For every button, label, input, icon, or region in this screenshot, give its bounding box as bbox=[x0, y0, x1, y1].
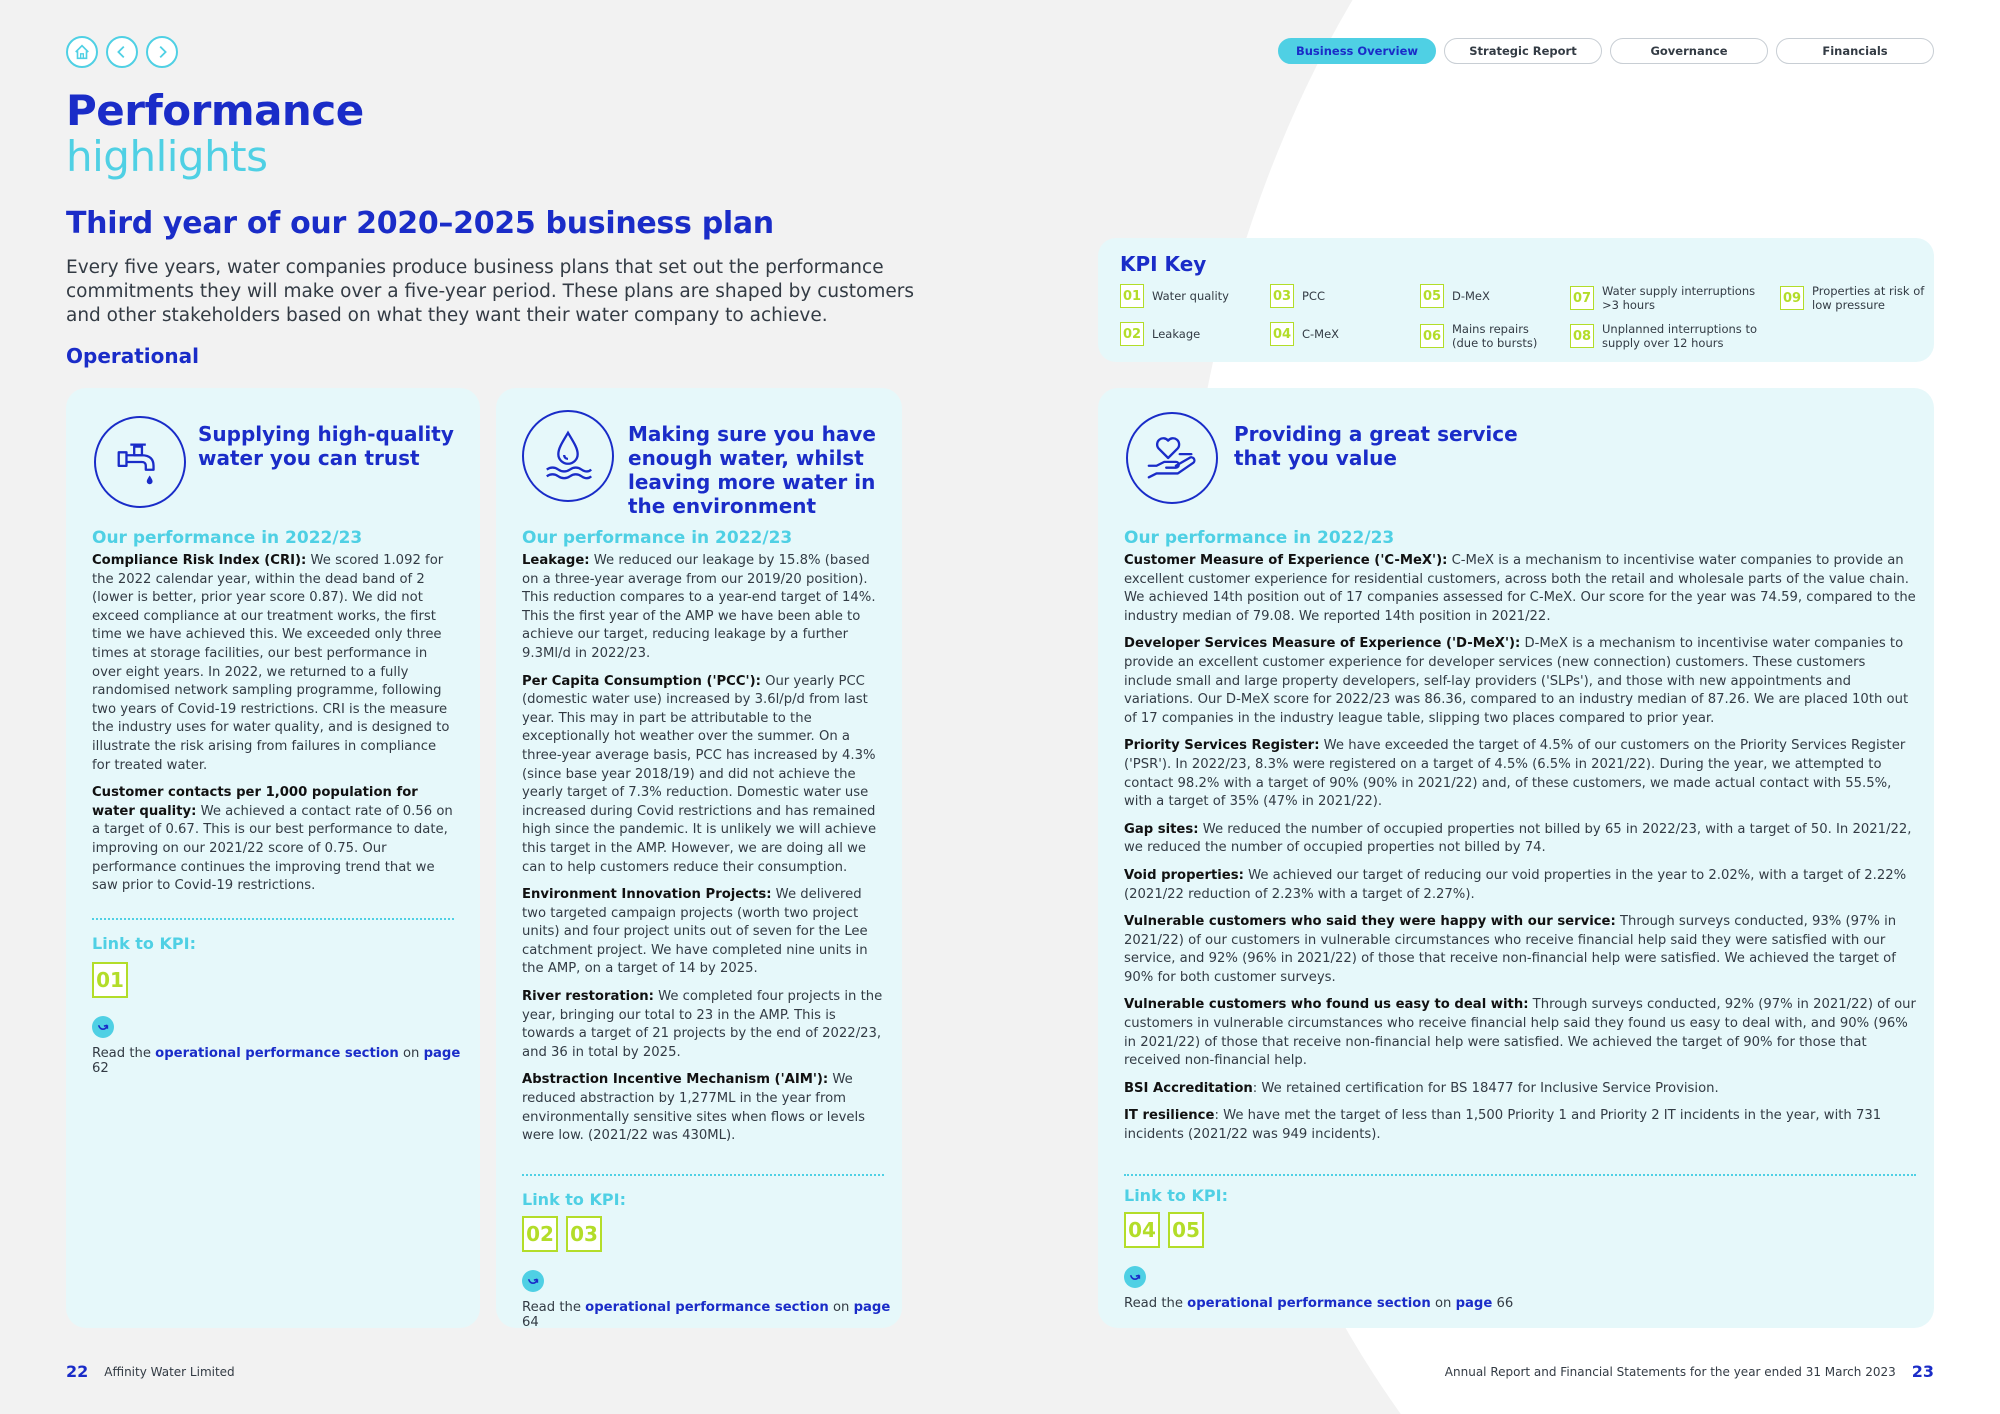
kpi-link-03[interactable]: 03 bbox=[566, 1216, 602, 1252]
paragraph bbox=[92, 784, 454, 896]
read-on: on bbox=[1430, 1296, 1456, 1311]
kpi-key-label: Leakage bbox=[1152, 327, 1201, 341]
paragraph bbox=[522, 673, 884, 878]
operational-performance-link[interactable]: operational performance section bbox=[155, 1046, 399, 1061]
kpi-key-label: Properties at risk of low pressure bbox=[1812, 284, 1925, 312]
section-tabs bbox=[1278, 38, 1934, 64]
paragraph-text: C-MeX is a mechanism to incentivise water companies to provide an excellent customer experience for residential customers, across both the retail and wholesale parts of the value chain. We achieved 14th position out of 17 companies assessed for C-MeX. Our score for the year was 74.59, compared to the industry median of 79.08. We reported 14th position in 2021/22. bbox=[1124, 553, 1916, 624]
paragraph bbox=[1124, 737, 1916, 811]
kpi-key-label: D-MeX bbox=[1452, 289, 1490, 303]
kpi-key-number: 09 bbox=[1780, 286, 1804, 310]
paragraph-text: We reduced the number of occupied properties not billed by 65 in 2022/23, with a target of 50. In 2021/22, we reduced the number of occupied properties not billed by 74. bbox=[1124, 821, 1912, 856]
paragraph-lead: BSI Accreditation bbox=[1124, 1080, 1253, 1096]
home-button[interactable] bbox=[66, 36, 98, 68]
report-title: Annual Report and Financial Statements for the year ended 31 March 2023 bbox=[1444, 1364, 1896, 1379]
paragraph-lead: Void properties: bbox=[1124, 867, 1244, 883]
paragraph bbox=[522, 552, 884, 664]
link-to-kpi-label: Link to KPI: bbox=[522, 1190, 626, 1209]
page-title: Performance bbox=[66, 86, 364, 135]
paragraph-lead: Leakage: bbox=[522, 553, 590, 568]
paragraph-lead: River restoration: bbox=[522, 989, 654, 1005]
nav-icons bbox=[66, 36, 178, 68]
kpi-key-number: 05 bbox=[1420, 284, 1444, 308]
paragraph bbox=[1124, 913, 1916, 987]
home-icon bbox=[73, 43, 91, 61]
kpi-links bbox=[92, 962, 128, 998]
page-number: 62 bbox=[92, 1061, 109, 1076]
heart-hand-icon bbox=[1143, 429, 1201, 487]
paragraph-lead: Developer Services Measure of Experience ('D-MeX'): bbox=[1124, 636, 1521, 652]
paragraph-text: : We retained certification for BS 18477 for Inclusive Service Provision. bbox=[1252, 1080, 1719, 1096]
company-name: Affinity Water Limited bbox=[104, 1364, 235, 1379]
page-title-secondary: highlights bbox=[66, 132, 268, 181]
kpi-key-item bbox=[1780, 284, 1936, 312]
kpi-key-label: Water supply interruptions >3 hours bbox=[1602, 284, 1756, 312]
page-number: 66 bbox=[1492, 1296, 1514, 1311]
divider bbox=[522, 1174, 884, 1176]
kpi-link-04[interactable]: 04 bbox=[1124, 1212, 1160, 1248]
paragraph bbox=[92, 552, 454, 775]
kpi-key-label: Water quality bbox=[1152, 289, 1229, 303]
paragraph-lead: Gap sites: bbox=[1124, 821, 1199, 837]
kpi-key-item bbox=[1570, 284, 1774, 312]
forward-button[interactable] bbox=[146, 36, 178, 68]
kpi-key-label: Unplanned interruptions to supply over 12 hours bbox=[1602, 322, 1757, 350]
card-title: Making sure you have enough water, whilst leaving more water in the environment bbox=[628, 422, 876, 518]
paragraph-lead: IT resilience bbox=[1124, 1108, 1215, 1124]
paragraph bbox=[522, 886, 884, 979]
paragraph bbox=[1124, 1080, 1916, 1099]
operational-performance-link[interactable]: operational performance section bbox=[585, 1300, 829, 1315]
kpi-key-title: KPI Key bbox=[1120, 252, 1207, 276]
card-body bbox=[1124, 552, 1916, 1154]
water-drop-icon-circle bbox=[522, 410, 614, 502]
paragraph-lead: Per Capita Consumption ('PCC'): bbox=[522, 673, 761, 689]
tab-financials[interactable]: Financials bbox=[1776, 38, 1934, 64]
paragraph bbox=[1124, 996, 1916, 1070]
arrow-link-icon bbox=[92, 1016, 114, 1038]
paragraph-lead: Compliance Risk Index (CRI): bbox=[92, 553, 307, 568]
paragraph-text: We achieved a contact rate of 0.56 on a target of 0.67. This is our best performance to date, improving on our 2021/22 score of 0.75. Our performance continues the improving trend that we saw prior to Covid-19 restrictions. bbox=[92, 803, 453, 894]
kpi-key-number: 03 bbox=[1270, 284, 1294, 308]
page-number-left: 22 bbox=[66, 1362, 89, 1381]
performance-heading: Our performance in 2022/23 bbox=[92, 528, 363, 548]
kpi-key-item bbox=[1270, 322, 1339, 346]
kpi-key-number: 08 bbox=[1570, 324, 1594, 348]
kpi-key-label: PCC bbox=[1302, 289, 1325, 303]
kpi-key-item bbox=[1120, 284, 1229, 308]
paragraph-text: D-MeX is a mechanism to incentivise water companies to provide an excellent customer experience for developer services (new connection) customers. These customers include small and large property developers, self-lay providers ('SLPs'), and those with new appointments and variations. Our D-MeX score for 2022/23 was 86.36, compared to an industry median of 87.26. We are placed 10th out of 17 companies in the industry league table, slipping two places compared to prior year. bbox=[1124, 636, 1909, 726]
kpi-key-label: C-MeX bbox=[1302, 327, 1340, 341]
kpi-key-label: Mains repairs (due to bursts) bbox=[1452, 322, 1538, 350]
page-number-right: 23 bbox=[1911, 1362, 1934, 1381]
read-prefix: Read the bbox=[92, 1046, 156, 1061]
paragraph-lead: Vulnerable customers who said they were happy with our service: bbox=[1124, 914, 1616, 930]
kpi-link-01[interactable]: 01 bbox=[92, 962, 128, 998]
card-body bbox=[522, 552, 884, 1155]
kpi-key-number: 01 bbox=[1120, 284, 1144, 308]
tap-icon-circle bbox=[94, 416, 186, 508]
paragraph bbox=[1124, 1107, 1916, 1144]
kpi-key-item bbox=[1420, 284, 1490, 308]
paragraph-text: We delivered two targeted campaign projects (worth two project units) and four project units out of seven for the Lee catchment project. We have completed nine units in the AMP, on a target of 14 by 2025. bbox=[522, 887, 868, 977]
paragraph-text: We completed four projects in the year, bringing our total to 23 in the AMP. This is towards a target of 21 projects by the end of 2022/23, and 36 in total by 2025. bbox=[522, 989, 883, 1060]
chevron-right-icon bbox=[153, 43, 171, 61]
chevron-left-icon bbox=[113, 43, 131, 61]
paragraph-lead: Customer Measure of Experience ('C-MeX'): bbox=[1124, 553, 1448, 568]
tab-strategic-report[interactable]: Strategic Report bbox=[1444, 38, 1602, 64]
performance-heading: Our performance in 2022/23 bbox=[1124, 528, 1395, 548]
kpi-key-panel bbox=[1098, 238, 1934, 362]
card-water-resources bbox=[496, 388, 902, 1328]
kpi-links bbox=[1124, 1212, 1204, 1248]
paragraph-text: We scored 1.092 for the 2022 calendar year, within the dead band of 2 (lower is better, prior year score 0.87). We did not exceed compliance at our treatment works, the first time we have achieved this. We exceeded only three times at storage facilities, our best performance in over eight years. In 2022, we returned to a fully randomised network sampling programme, following two years of Covid-19 restrictions. CRI is the measure the industry uses for water quality, and is designed to illustrate the risk arising from failures in compliance for treated water. bbox=[92, 553, 450, 773]
read-prefix: Read the bbox=[1124, 1296, 1188, 1311]
link-to-kpi-label: Link to KPI: bbox=[92, 934, 196, 953]
water-drop-icon bbox=[539, 427, 597, 485]
paragraph-text: We reduced our leakage by 15.8% (based on a three-year average from our 2019/20 position). This reduction compares to a year-end target of 14%. This the first year of the AMP we have been able to achieve our target, reducing leakage by a further 9.3Ml/d in 2022/23. bbox=[522, 553, 876, 661]
kpi-key-item bbox=[1120, 322, 1200, 346]
back-button[interactable] bbox=[106, 36, 138, 68]
paragraph bbox=[1124, 867, 1916, 904]
paragraph-text: We have exceeded the target of 4.5% of our customers on the Priority Services Register ('PSR'). In 2022/23, 8.3% were registered on a target of 4.5% (6.5% in 2021/22). During the year, we attempted to contact 98.2% with a target of 90% (90% in 2021/22) and, of these customers, we made actual contact with 55.5%, with a target of 35% (47% in 2021/22). bbox=[1124, 738, 1906, 810]
intro-paragraph: Every five years, water companies produce business plans that set out the performance commitments they will make over a five-year period. These plans are shaped by customers and other stakeholders based on what they want their water company to achieve. bbox=[66, 257, 915, 326]
paragraph-text: : We have met the target of less than 1,500 Priority 1 and Priority 2 IT incidents in the year, with 731 incidents (2021/22 was 949 incidents). bbox=[1124, 1108, 1882, 1143]
kpi-key-number: 07 bbox=[1570, 286, 1594, 310]
kpi-key-item bbox=[1270, 284, 1325, 308]
operational-label: Operational bbox=[66, 344, 199, 368]
paragraph-lead: Vulnerable customers who found us easy to deal with: bbox=[1124, 997, 1529, 1013]
paragraph bbox=[522, 1071, 884, 1145]
kpi-key-number: 04 bbox=[1270, 322, 1294, 346]
page-number: 64 bbox=[522, 1315, 539, 1328]
link-to-kpi-label: Link to KPI: bbox=[1124, 1186, 1228, 1205]
divider bbox=[92, 918, 454, 920]
heart-hand-icon-circle bbox=[1126, 412, 1218, 504]
paragraph bbox=[522, 988, 884, 1062]
read-more-line bbox=[522, 1300, 902, 1328]
kpi-link-05[interactable]: 05 bbox=[1168, 1212, 1204, 1248]
paragraph-text: Our yearly PCC (domestic water use) increased by 3.6l/p/d from last year. This may in part be attributable to the exceptionally hot weather over the summer. On a three-year average basis, PCC has increased by 4.3% (since base year 2018/19) and did not achieve the yearly target of 7.3% reduction. Domestic water use increased during Covid restrictions and has remained high since the pandemic. It is unlikely we will achieve this target in the AMP. However, we are doing all we can to help customers reduce their consumption. bbox=[522, 673, 877, 875]
read-on: on bbox=[398, 1046, 424, 1061]
tab-governance[interactable]: Governance bbox=[1610, 38, 1768, 64]
paragraph-text: We achieved our target of reducing our void properties in the year to 2.02%, with a target of 2.22% (2021/22 reduction of 2.23% with a target of 2.27%). bbox=[1124, 867, 1907, 902]
paragraph-text: Through surveys conducted, 93% (97% in 2021/22) of our customers in vulnerable circumstances who receive financial help said they were satisfied with our service, and 92% (96% in 2021/22) of those that receive non-financial help were satisfied. We achieved the target of 90% for both customer surveys. bbox=[1124, 914, 1897, 985]
card-water-quality bbox=[66, 388, 480, 1328]
paragraph-text: Through surveys conducted, 92% (97% in 2021/22) of our customers in vulnerable circumstances who receive financial help said they found us easy to deal with, and 90% (96% in 2021/22) of those that receive non-financial help were satisfied. We achieved the target of 90% for those that received non-financial help. bbox=[1124, 997, 1916, 1069]
paragraph bbox=[1124, 552, 1916, 626]
card-title: Supplying high-quality water you can trust bbox=[198, 422, 454, 470]
card-customer-service bbox=[1098, 388, 1934, 1328]
paragraph-lead: Abstraction Incentive Mechanism ('AIM'): bbox=[522, 1072, 829, 1088]
paragraph-lead: Priority Services Register: bbox=[1124, 738, 1320, 754]
page-link-word[interactable]: page bbox=[853, 1300, 891, 1315]
paragraph-text: We reduced abstraction by 1,277ML in the year from environmentally sensitive sites when flows or levels were low. (2021/22 was 430ML). bbox=[522, 1072, 866, 1144]
divider bbox=[1124, 1174, 1916, 1176]
kpi-links bbox=[522, 1216, 602, 1252]
arrow-link-icon bbox=[1124, 1266, 1146, 1288]
card-body bbox=[92, 552, 454, 905]
read-more-line bbox=[92, 1046, 480, 1076]
section-heading: Third year of our 2020–2025 business plan bbox=[66, 206, 774, 241]
kpi-key-item bbox=[1570, 322, 1774, 350]
operational-performance-link[interactable]: operational performance section bbox=[1187, 1296, 1431, 1311]
kpi-key-item bbox=[1420, 322, 1548, 350]
performance-heading: Our performance in 2022/23 bbox=[522, 528, 793, 548]
page-link-word[interactable]: page bbox=[1455, 1296, 1493, 1311]
arrow-link-icon bbox=[522, 1270, 544, 1292]
footer-right bbox=[1445, 1362, 1934, 1381]
footer-left bbox=[66, 1362, 235, 1381]
read-more-line bbox=[1124, 1296, 1513, 1311]
read-prefix: Read the bbox=[522, 1300, 586, 1315]
page-link-word[interactable]: page bbox=[423, 1046, 461, 1061]
read-on: on bbox=[828, 1300, 854, 1315]
card-title: Providing a great service that you value bbox=[1234, 422, 1518, 470]
paragraph bbox=[1124, 635, 1916, 728]
tap-icon bbox=[111, 433, 169, 491]
kpi-key-number: 06 bbox=[1420, 324, 1444, 348]
paragraph bbox=[1124, 821, 1916, 858]
paragraph-lead: Environment Innovation Projects: bbox=[522, 887, 772, 903]
kpi-link-02[interactable]: 02 bbox=[522, 1216, 558, 1252]
tab-business-overview[interactable]: Business Overview bbox=[1278, 38, 1436, 64]
paragraph-lead: Customer contacts per 1,000 population for water quality: bbox=[92, 785, 418, 819]
kpi-key-number: 02 bbox=[1120, 322, 1144, 346]
